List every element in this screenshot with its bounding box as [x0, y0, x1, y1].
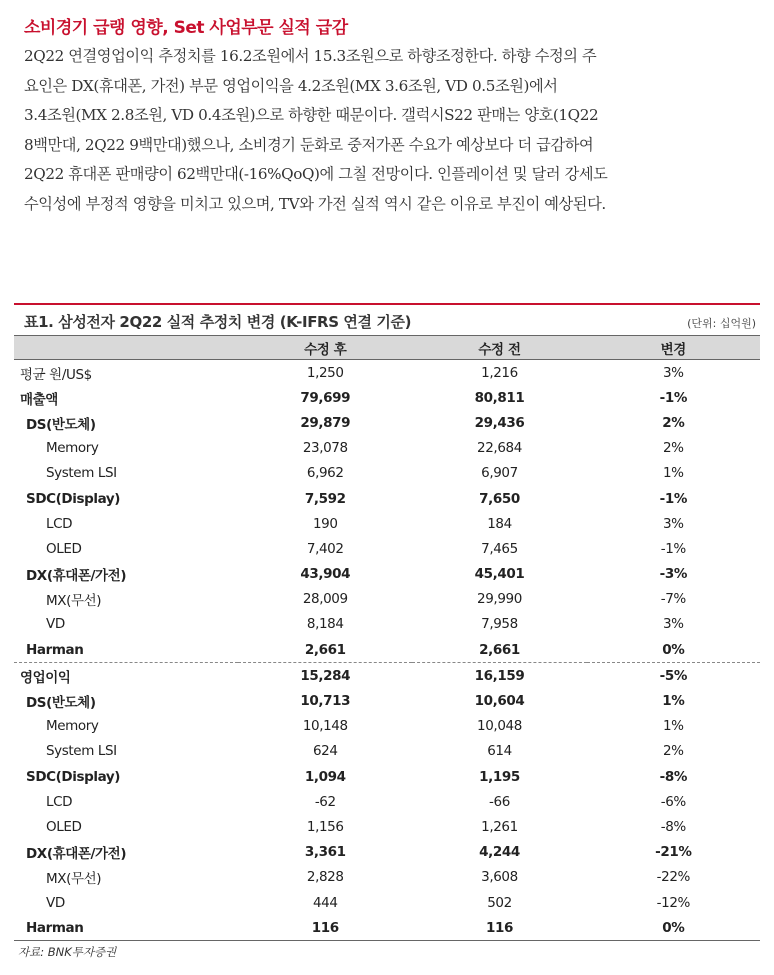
- row-label: DS(반도체): [26, 416, 96, 433]
- table-unit: (단위: 십억원): [687, 317, 756, 330]
- value-change: -1%: [659, 389, 687, 406]
- value-change: 2%: [662, 743, 684, 760]
- table-row: [14, 814, 760, 839]
- value-after: 444: [312, 894, 338, 911]
- value-change: -1%: [659, 490, 687, 507]
- value-after: 1,156: [306, 818, 344, 835]
- section-heading: 소비경기 급랭 영향, Set 사업부문 실적 급감: [24, 18, 348, 38]
- row-label: LCD: [46, 515, 73, 532]
- table-row: [14, 612, 760, 637]
- paragraph-line: 3.4조원(MX 2.8조원, VD 0.4조원)으로 하향한 때문이다. 갤럭시S22 판매는 양호(1Q22: [24, 106, 599, 124]
- header-after: 수정 후: [238, 336, 412, 360]
- value-before: 1,195: [479, 768, 520, 785]
- value-after: 8,184: [306, 616, 344, 633]
- table-row: [14, 714, 760, 739]
- value-before: 29,436: [474, 414, 525, 431]
- paragraph-line: 요인은 DX(휴대폰, 가전) 부문 영업이익을 4.2조원(MX 3.6조원, VD 0.5조원)에서: [24, 76, 558, 95]
- value-change: 3%: [662, 616, 684, 633]
- paragraph-line: 2Q22 휴대폰 판매량이 62백만대(-16%QoQ)에 그칠 전망이다. 인플레이션 및 달러 강세도: [24, 165, 608, 183]
- row-label: VD: [46, 616, 65, 633]
- value-before: 29,990: [477, 591, 522, 608]
- value-before: 502: [487, 894, 512, 911]
- table-row: [14, 587, 760, 612]
- value-before: 45,401: [474, 566, 525, 583]
- value-before: 116: [412, 915, 586, 941]
- table-row: [14, 511, 760, 536]
- value-before: 80,811: [474, 389, 525, 406]
- value-after: 2,828: [306, 869, 344, 886]
- value-after: 3,361: [304, 844, 346, 861]
- value-after: 2,661: [304, 641, 346, 658]
- value-after: 7,592: [304, 490, 346, 507]
- value-change: 2%: [662, 414, 685, 431]
- header-label: [14, 336, 238, 360]
- row-label: MX(무선): [46, 593, 102, 610]
- value-change: 3%: [662, 364, 684, 381]
- table-title-bar: [14, 303, 760, 335]
- value-after: 10,148: [302, 718, 348, 735]
- value-before: -66: [489, 793, 510, 810]
- row-label: 영업이익: [14, 663, 238, 689]
- table-title: 표1. 삼성전자 2Q22 실적 추정치 변경 (K-IFRS 연결 기준): [24, 313, 412, 331]
- value-after: 1,250: [306, 364, 344, 381]
- value-before: 10,048: [477, 718, 522, 735]
- value-change: -5%: [587, 663, 760, 689]
- value-change: 3%: [662, 515, 684, 532]
- value-before: 6,907: [481, 465, 518, 482]
- value-change: -7%: [660, 591, 686, 608]
- value-after: 28,009: [302, 591, 348, 608]
- value-before: 10,604: [474, 693, 525, 710]
- value-after: 6,962: [306, 465, 344, 482]
- source-note: 자료: BNK투자증권: [18, 945, 117, 959]
- table-row: [14, 663, 760, 689]
- value-after: 10,713: [300, 693, 351, 710]
- row-label: DX(휴대폰/가전): [26, 846, 127, 863]
- table-row: [14, 840, 760, 865]
- value-change: -8%: [660, 818, 686, 835]
- value-after: 624: [312, 743, 338, 760]
- value-change: -1%: [660, 540, 686, 557]
- value-before: 1,216: [481, 364, 518, 381]
- value-change: -8%: [659, 768, 687, 785]
- value-change: 1%: [662, 465, 684, 482]
- header-change: 변경: [587, 336, 760, 360]
- value-before: 3,608: [481, 869, 518, 886]
- value-after: 79,699: [300, 389, 351, 406]
- value-after: 7,402: [306, 540, 344, 557]
- value-change: -6%: [660, 793, 686, 810]
- estimate-table: [14, 335, 760, 941]
- row-label: System LSI: [46, 465, 117, 482]
- value-before: 7,465: [481, 540, 518, 557]
- value-before: 184: [487, 515, 512, 532]
- row-label: LCD: [46, 793, 73, 810]
- table-row: [14, 865, 760, 890]
- value-change: 0%: [662, 641, 685, 658]
- value-change: -21%: [655, 844, 692, 861]
- value-before: 22,684: [477, 440, 522, 457]
- value-before: 614: [487, 743, 512, 760]
- value-after: 43,904: [300, 566, 351, 583]
- table-row: [14, 637, 760, 663]
- table-row: [14, 890, 760, 915]
- row-label: SDC(Display): [26, 768, 121, 785]
- row-label: OLED: [46, 540, 82, 557]
- row-label: MX(무선): [46, 871, 102, 888]
- table-row: [14, 410, 760, 435]
- value-change: 1%: [662, 693, 685, 710]
- value-after: 29,879: [300, 414, 351, 431]
- value-change: -3%: [659, 566, 687, 583]
- value-after: 116: [238, 915, 412, 941]
- table-row: [14, 436, 760, 461]
- row-label: Harman: [14, 915, 238, 941]
- value-change: 2%: [662, 440, 684, 457]
- value-change: 0%: [587, 915, 760, 941]
- table-body: [14, 360, 760, 941]
- value-before: 1,261: [481, 818, 518, 835]
- row-label: DX(휴대폰/가전): [26, 568, 127, 585]
- row-label: OLED: [46, 818, 82, 835]
- table-row: [14, 486, 760, 511]
- table-row: [14, 461, 760, 486]
- header-before: 수정 전: [412, 336, 586, 360]
- value-before: 4,244: [479, 844, 520, 861]
- paragraph-line: 수익성에 부정적 영향을 미치고 있으며, TV와 가전 실적 역시 같은 이유로 부진이 예상된다.: [24, 194, 606, 213]
- row-label: Memory: [46, 718, 99, 735]
- value-before: 16,159: [412, 663, 586, 689]
- table-row: [14, 562, 760, 587]
- value-after: 1,094: [304, 768, 346, 785]
- value-change: -22%: [656, 869, 690, 886]
- table-row: [14, 739, 760, 764]
- table-header-row: [14, 336, 760, 360]
- table-row: [14, 915, 760, 941]
- value-before: 2,661: [479, 641, 520, 658]
- table-row: [14, 764, 760, 789]
- paragraph-line: 8백만대, 2Q22 9백만대)했으나, 소비경기 둔화로 중저가폰 수요가 예상보다 더 급감하여: [24, 135, 594, 154]
- row-label: Harman: [26, 641, 84, 658]
- value-change: -12%: [656, 894, 690, 911]
- table-row: [14, 360, 760, 386]
- value-before: 7,650: [479, 490, 520, 507]
- paragraph-line: 2Q22 연결영업이익 추정치를 16.2조원에서 15.3조원으로 하향조정한다. 하향 수정의 주: [24, 47, 597, 65]
- table-row: [14, 789, 760, 814]
- value-after: 15,284: [238, 663, 412, 689]
- table-row: [14, 688, 760, 713]
- value-after: -62: [314, 793, 336, 810]
- row-label: SDC(Display): [26, 490, 121, 507]
- value-after: 23,078: [302, 440, 348, 457]
- row-label: System LSI: [46, 743, 117, 760]
- value-change: 1%: [662, 718, 684, 735]
- table-row: [14, 385, 760, 410]
- table-row: [14, 536, 760, 561]
- row-label: VD: [46, 894, 65, 911]
- row-label: Memory: [46, 440, 99, 457]
- value-before: 7,958: [481, 616, 518, 633]
- value-after: 190: [312, 515, 338, 532]
- row-label: DS(반도체): [26, 695, 96, 712]
- row-label: 평균 원/US$: [20, 366, 92, 383]
- row-label: 매출액: [20, 391, 58, 408]
- body-paragraph: [24, 42, 750, 219]
